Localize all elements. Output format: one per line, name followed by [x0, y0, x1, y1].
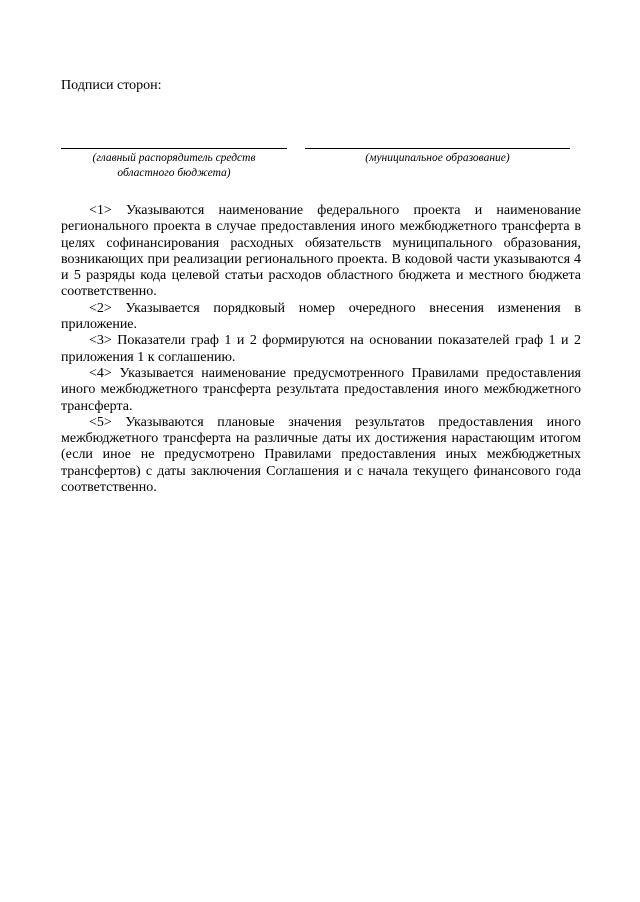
signature-block-right	[305, 148, 570, 166]
signature-line-left	[61, 148, 287, 149]
signature-caption-left-line1: (главный распорядитель средств	[92, 152, 256, 164]
signature-block-left	[61, 148, 287, 181]
signature-caption-left	[61, 151, 287, 181]
footnotes	[61, 203, 581, 496]
footnote-1: <1> Указываются наименование федерального проекта и наименование регионального проекта в случае предоставления иного межбюджетного трансферта в целях софинансирования расходных обязательств муниципального образования, возникающих при реализации регионального проекта. В кодовой части указываются 4 и 5 разряды кода целевой статьи расходов областного бюджета и местного бюджета соответственно.	[61, 203, 581, 300]
footnote-4: <4> Указывается наименование предусмотренного Правилами предоставления иного межбюджетного трансферта результата предоставления иного межбюджетного трансферта.	[61, 365, 581, 414]
footnote-5: <5> Указываются плановые значения результатов предоставления иного межбюджетного трансферта на различные даты их достижения нарастающим итогом (если иное не предусмотрено Правилами предоставления иных межбюджетных трансфертов) с даты заключения Соглашения и с начала текущего финансового года соответственно.	[61, 414, 581, 496]
signature-caption-right: (муниципальное образование)	[365, 152, 510, 164]
signature-line-right	[305, 148, 570, 149]
footnote-3: <3> Показатели граф 1 и 2 формируются на основании показателей граф 1 и 2 приложения 1 к соглашению.	[61, 333, 581, 365]
signatures-title: Подписи сторон:	[61, 78, 162, 93]
footnote-2: <2> Указывается порядковый номер очередного внесения изменения в приложение.	[61, 300, 581, 333]
signature-caption-left-line2: областного бюджета)	[117, 167, 231, 179]
